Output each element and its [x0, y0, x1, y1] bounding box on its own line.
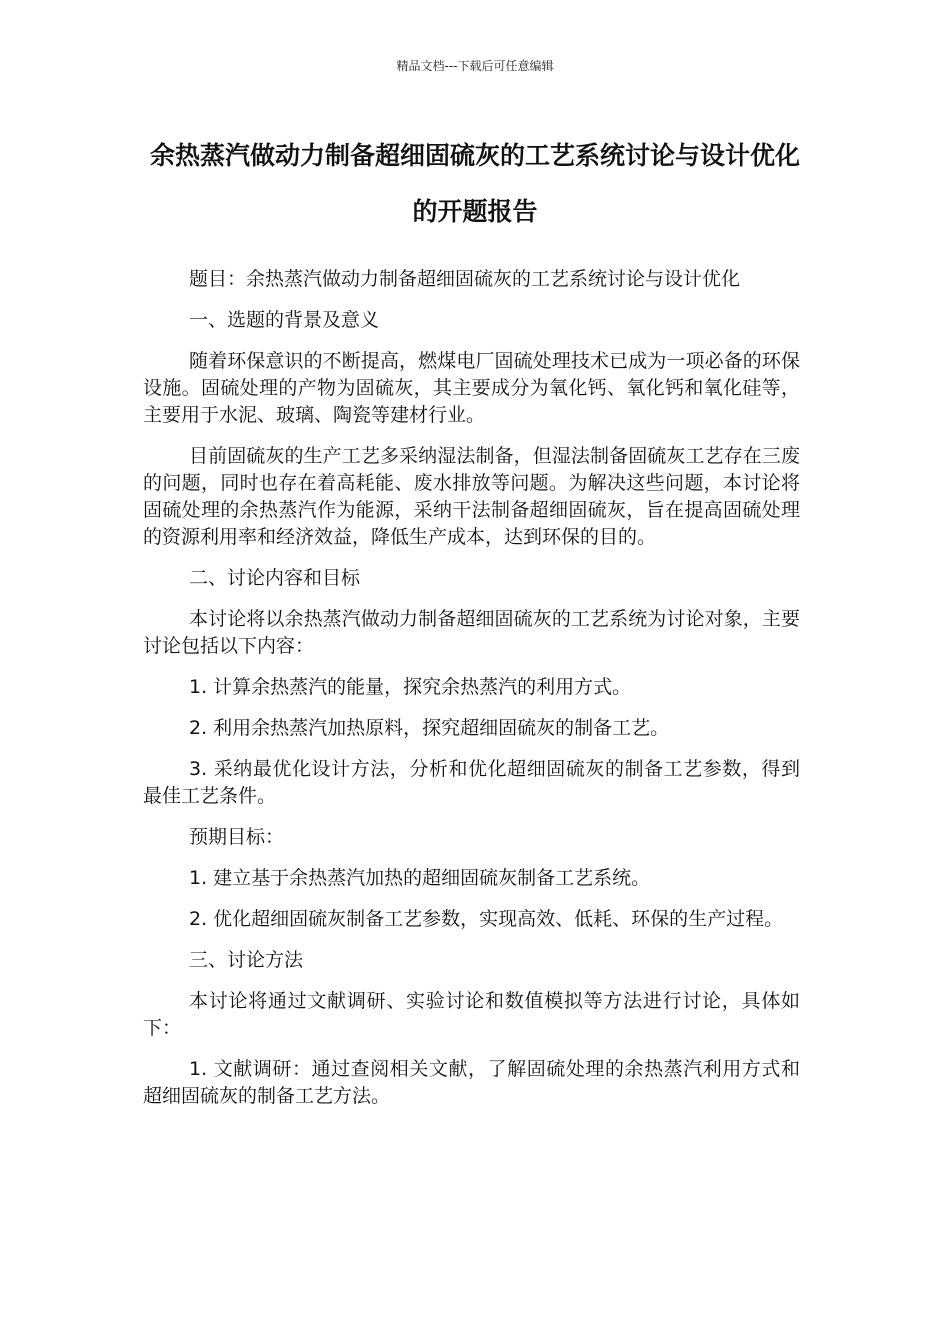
paragraph: 目前固硫灰的生产工艺多采纳湿法制备，但湿法制备固硫灰工艺存在三废的问题，同时也存在着高耗能、废水排放等问题。为解决这些问题，本讨论将固硫处理的余热蒸汽作为能源，采纳干法制备超细固硫灰，旨在提高固硫处理的资源利用率和经济效益，降低生产成本，达到环保的目的。 [143, 445, 800, 548]
paragraph: 本讨论将通过文献调研、实验讨论和数值模拟等方法进行讨论，具体如下： [143, 990, 800, 1039]
section-heading-background: 一、选题的背景及意义 [189, 309, 380, 331]
document-title: 余热蒸汽做动力制备超细固硫灰的工艺系统讨论与设计优化的开题报告 [149, 141, 800, 226]
document-body [143, 266, 800, 1124]
topic-line: 题目：余热蒸汽做动力制备超细固硫灰的工艺系统讨论与设计优化 [189, 268, 741, 290]
list-item: 1. 文献调研：通过查阅相关文献，了解固硫处理的余热蒸汽利用方式和超细固硫灰的制备工艺方法。 [143, 1058, 800, 1107]
subheading-expected-goals: 预期目标： [189, 826, 285, 848]
list-item: 3. 采纳最优化设计方法，分析和优化超细固硫灰的制备工艺参数，得到最佳工艺条件。 [143, 758, 800, 807]
list-item: 1. 计算余热蒸汽的能量，探究余热蒸汽的利用方式。 [189, 676, 632, 698]
paragraph: 随着环保意识的不断提高，燃煤电厂固硫处理技术已成为一项必备的环保设施。固硫处理的产物为固硫灰，其主要成分为氧化钙、氧化钙和氧化硅等，主要用于水泥、玻璃、陶瓷等建材行业。 [143, 350, 800, 426]
list-item: 2. 优化超细固硫灰制备工艺参数，实现高效、低耗、环保的生产过程。 [189, 908, 784, 930]
list-item: 2. 利用余热蒸汽加热原料，探究超细固硫灰的制备工艺。 [189, 717, 670, 739]
paragraph: 本讨论将以余热蒸汽做动力制备超细固硫灰的工艺系统为讨论对象，主要讨论包括以下内容： [143, 608, 800, 657]
section-heading-content-goals: 二、讨论内容和目标 [189, 567, 361, 589]
list-item: 1. 建立基于余热蒸汽加热的超细固硫灰制备工艺系统。 [189, 867, 651, 889]
header-note: 精品文档---下载后可任意编辑 [396, 59, 554, 73]
section-heading-methods: 三、讨论方法 [189, 949, 304, 971]
